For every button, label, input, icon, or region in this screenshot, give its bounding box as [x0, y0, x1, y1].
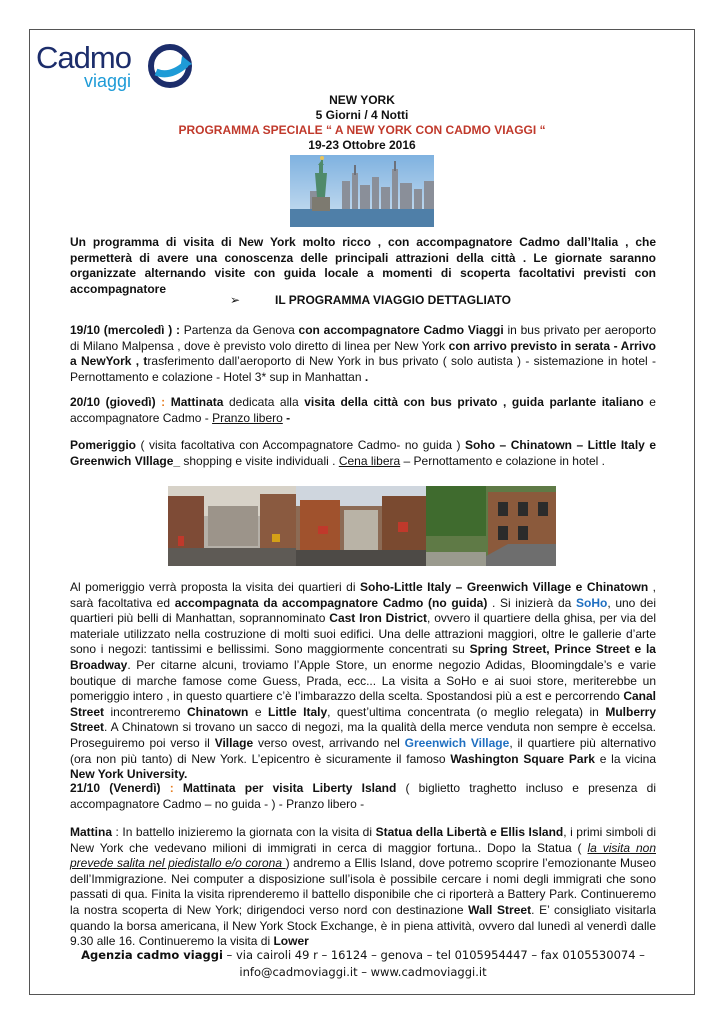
afternoon-paragraph	[70, 438, 656, 469]
bold: Mulberry Street	[70, 704, 657, 735]
day2-text: dedicata alla	[223, 395, 305, 409]
section-heading: IL PROGRAMMA VIAGGIO DETTAGLIATO	[275, 293, 511, 307]
day3-paragraph	[70, 781, 656, 812]
bold: Little Italy	[267, 704, 328, 719]
text: e la vicina	[594, 751, 656, 766]
day2-date: 20/10 (giovedì)	[70, 395, 156, 409]
text: , ovvero il quartiere della ghisa, per via del materiale utilizzato nella costruzione di molti suoi edifici. Una delle attrazioni maggiori, oltre le gallerie d’arte sono i negozi: tantissimi e bellissimi. Sono maggiormente concentrati su	[70, 611, 656, 657]
statue-note: la visita non prevede salita nel piedistallo e/o corona	[70, 840, 656, 871]
day2-paragraph	[70, 395, 656, 426]
bold: Lower	[273, 934, 309, 949]
morning-paragraph	[70, 825, 656, 950]
bold: Statua della Libertà e Ellis Island	[375, 825, 564, 839]
text: , uno dei quartieri più belli di Manhattan, soprannominato	[70, 595, 657, 626]
bold: Soho-Little Italy – Greenwich Village e Chinatown	[359, 580, 649, 594]
logo-subtitle: viaggi	[84, 71, 132, 91]
bold: Cast Iron District	[329, 611, 428, 626]
bullet-arrow-icon: ➢	[230, 293, 241, 307]
intro-paragraph: Un programma di visita di New York molto ricco , con accompagnatore Cadmo dall’Italia , che permetterà di avere una conoscenza delle principali attrazioni della città . Le giornate saranno organizzate alternando visite con guida locale a momenti di scoperta facoltativi previsti con accompagnatore	[70, 235, 656, 296]
text: e	[248, 704, 268, 719]
neighborhoods-paragraph	[70, 580, 656, 783]
day3-colon: :	[160, 781, 183, 795]
day3-text: ( biglietto traghetto incluso e presenza di accompagnatore Cadmo – no guida - ) - Pranzo libero -	[70, 781, 656, 811]
afternoon-dinner: Cena libera	[338, 453, 401, 468]
bold: Spring Street, Prince Street e la Broadway	[70, 642, 656, 672]
text: . A Chinatown si trovano un sacco di negozi, ma la qualità della merce venduta non sempre è eccelsa. Proseguiremo poi verso il	[70, 720, 656, 750]
footer-line1	[70, 947, 656, 964]
morning-label: Mattina	[70, 825, 112, 839]
text: , il quartiere più alternativo (ora non più tanto) di New York. L’epicentro è sicuramente il famoso	[70, 735, 657, 766]
afternoon-bold: Soho – Chinatown – Little Italy e Greenwich VIllage_	[70, 438, 656, 468]
day2-bold: visita della città con bus privato , guida parlante italiano	[304, 395, 644, 409]
day2-text: e accompagnatore Cadmo -	[70, 395, 656, 425]
day1-text: in bus privato per aeroporto di Milano Malpensa , dove è previsto volo diretto di linea per New York	[70, 323, 656, 353]
text: incontreremo	[104, 704, 188, 719]
day1-bold: .	[364, 369, 369, 384]
day3-bold: Mattinata per visita Liberty Island	[182, 781, 397, 795]
day1-bold: con accompagnatore Cadmo Viaggi	[298, 323, 504, 337]
title-city: NEW YORK	[329, 93, 395, 107]
day1-text: rasferimento dall’aeroporto di New York in bus privato ( solo autista ) - sistemazione in hotel - Pernottamento e colazione - Hotel 3* sup in Manhattan	[70, 354, 657, 384]
day3-date: 21/10 (Venerdì)	[70, 781, 161, 795]
text: . E’ consigliato visitarla quando la borsa americana, il New York Stock Exchange, è in piena attività, ovvero dal lunedì al venerdì dalle 9.30 alle 16. Continueremo la visita di	[70, 902, 656, 949]
logo-arrow-icon	[146, 42, 194, 90]
day1-text: Partenza da Genova	[180, 323, 299, 337]
bold: Village	[214, 735, 254, 750]
agency-name: Agenzia cadmo viaggi	[81, 948, 223, 962]
day2-lunch: Pranzo libero	[212, 410, 283, 425]
text: , sarà facoltativa ed	[70, 580, 656, 610]
greenwich-link: Greenwich Village	[404, 735, 510, 750]
day1-bold: con arrivo previsto in serata - Arrivo a NewYork , t	[70, 338, 656, 369]
text: ) andremo a Ellis Island, dove potremo scoprire l’emozionante Museo dell’Immigrazione. Nei computer a disposizione sull’isola è possibile cercare i nomi degli immigrati che sono passati di qua. Finita la visita riprenderemo il battello disponibile che ci riporterà a Battery Park. Continueremo la nostra scoperta di New York; dirigendoci verso nord con destinazione	[70, 856, 656, 917]
logo-wordmark: Cadmo	[36, 40, 131, 75]
manhattan-streets-photo	[168, 486, 556, 566]
footer-contacts: info@cadmoviaggi.it – www.cadmoviaggi.it	[239, 965, 487, 979]
text: . Per citarne alcuni, troviamo l’Apple Store, un enorme negozio Adidas, Bloomingdale’s e varie boutique di marche famose come Guess, Prada, ecc... La visita a SoHo e ai suoi store, meriterebbe un pomeriggio intero , in questo quartiere c’è l’imbarazzo della scelta. Spostandosi più a est e percorrendo	[70, 657, 656, 704]
bold: Chinatown	[187, 704, 249, 719]
cadmo-viaggi-logo	[36, 40, 196, 96]
bold: New York University	[70, 767, 185, 782]
bold: Canal Street	[70, 689, 656, 719]
footer	[70, 947, 656, 981]
new-york-skyline-photo	[290, 155, 434, 227]
title-dates: 19-23 Ottobre 2016	[308, 138, 416, 152]
text: Al pomeriggio verrà proposta la visita dei quartieri di	[70, 580, 360, 594]
title-duration: 5 Giorni / 4 Notti	[315, 108, 409, 122]
afternoon-label: Pomeriggio	[70, 438, 137, 452]
footer-address: – via cairoli 49 r – 16124 – genova – tel 0105954447 – fax 0105530074 –	[222, 948, 645, 962]
bold: accompagnata da accompagnatore Cadmo (no guida)	[174, 595, 488, 610]
text: , quest’ultima concentrata (o meglio relegata) in	[327, 704, 606, 719]
day2-colon: :	[155, 395, 171, 409]
bold: .	[184, 767, 188, 782]
afternoon-text: – Pernottamento e colazione in hotel .	[400, 453, 605, 468]
text: verso ovest, arrivando nel	[253, 735, 405, 750]
afternoon-text: ( visita facoltativa con Accompagnatore Cadmo- no guida )	[136, 438, 466, 452]
afternoon-text: shopping e visite individuali .	[180, 453, 339, 468]
bold: Washington Square Park	[450, 751, 595, 766]
text: , i primi simboli di New York che vedevano milioni di immigrati in cerca di maggior fortuna.. Dopo la Statua (	[70, 825, 657, 855]
text: . Si inizierà da	[487, 595, 576, 610]
day1-paragraph	[70, 323, 656, 385]
day2-text: -	[282, 410, 291, 425]
day1-date: 19/10 (mercoledì ) :	[70, 323, 181, 337]
text: : In battello inizieremo la giornata con la visita di	[112, 825, 376, 839]
title-program: PROGRAMMA SPECIALE “ A NEW YORK CON CADMO VIAGGI “	[178, 123, 546, 137]
day2-bold: Mattinata	[170, 395, 224, 409]
soho-link: SoHo	[575, 595, 608, 610]
bold: Wall Street	[468, 902, 532, 917]
